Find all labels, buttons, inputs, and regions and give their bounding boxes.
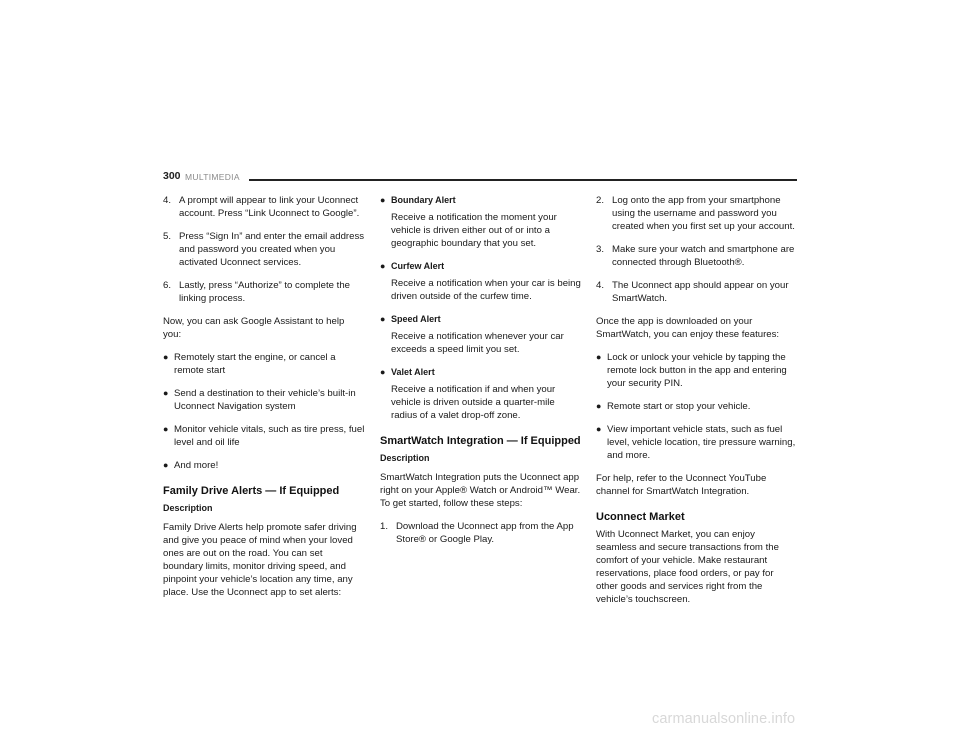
step-5 — [163, 230, 365, 269]
list-item — [596, 423, 798, 462]
list-item — [163, 423, 365, 449]
alert-title-text: Valet Alert — [391, 367, 435, 377]
bullet-icon: ● — [596, 424, 602, 434]
step-text: A prompt will appear to link your Uconnect account. Press “Link Uconnect to Google”. — [179, 195, 360, 219]
bullet-icon: ● — [380, 261, 386, 271]
bullet-icon: ● — [163, 460, 169, 470]
step-1 — [380, 520, 582, 546]
step-3 — [596, 243, 798, 269]
alert-title — [380, 366, 582, 379]
step-number: 3. — [596, 244, 605, 255]
alert-title-text: Speed Alert — [391, 314, 441, 324]
step-number: 5. — [163, 231, 172, 242]
list-item-text: View important vehicle stats, such as fuel level, vehicle location, tire pressure warning, and more. — [607, 424, 796, 461]
bullet-icon: ● — [596, 352, 602, 362]
list-item — [163, 459, 365, 472]
step-number: 6. — [163, 280, 172, 291]
alert-description: Receive a notification if and when your vehicle is driven outside a quarter-mile radius of a valet drop-off zone. — [391, 384, 556, 421]
alert-title-text: Boundary Alert — [391, 195, 456, 205]
column-3 — [596, 194, 798, 616]
list-item-text: And more! — [174, 460, 219, 471]
alert-description: Receive a notification when your car is being driven outside of the curfew time. — [391, 278, 581, 302]
step-number: 4. — [596, 280, 605, 291]
step-text: Download the Uconnect app from the App Store® or Google Play. — [396, 521, 574, 545]
list-item — [163, 351, 365, 377]
section-heading: SmartWatch Integration — If Equipped — [380, 435, 581, 447]
alert-description: Receive a notification the moment your vehicle is driven either out of or into a geographic boundary that you set. — [391, 212, 557, 249]
page-header — [163, 170, 797, 184]
alert-title — [380, 313, 582, 326]
bullet-icon: ● — [163, 424, 169, 434]
page-number: 300 — [163, 170, 181, 182]
bullet-icon: ● — [380, 314, 386, 324]
body-paragraph: With Uconnect Market, you can enjoy seamless and secure transactions from the comfort of your vehicle. Make restaurant reservations, place food orders, or pay for other goods and services right from the vehicle’s touchscreen. — [596, 529, 779, 605]
bullet-icon: ● — [380, 195, 386, 205]
subheading: Description — [380, 453, 430, 463]
bullet-icon: ● — [163, 388, 169, 398]
body-paragraph: SmartWatch Integration puts the Uconnect app right on your Apple® Watch or Android™ Wear. To get started, follow these steps: — [380, 472, 581, 509]
google-assistant-intro: Now, you can ask Google Assistant to help you: — [163, 316, 345, 340]
list-item-text: Remotely start the engine, or cancel a remote start — [174, 352, 336, 376]
list-item-text: Send a destination to their vehicle’s built-in Uconnect Navigation system — [174, 388, 356, 412]
step-text: Log onto the app from your smartphone using the username and password you created when you first set up your account. — [612, 195, 795, 232]
list-item-text: Remote start or stop your vehicle. — [607, 401, 751, 412]
step-text: Lastly, press “Authorize” to complete the linking process. — [179, 280, 350, 304]
body-paragraph: Family Drive Alerts help promote safer driving and give you peace of mind when your loved ones are out on the road. You can set boundary limits, monitor driving speed, and pinpoint your vehicle’s location any time, any place. Use the Uconnect app to set alerts: — [163, 522, 357, 598]
step-number: 1. — [380, 521, 389, 532]
step-2 — [596, 194, 798, 233]
alert-description: Receive a notification whenever your car exceeds a speed limit you set. — [391, 331, 564, 355]
step-number: 2. — [596, 195, 605, 206]
list-item — [596, 400, 798, 413]
alert-title-text: Curfew Alert — [391, 261, 445, 271]
step-4 — [163, 194, 365, 220]
list-item-text: Lock or unlock your vehicle by tapping the remote lock button in the app and entering your security PIN. — [607, 352, 787, 389]
alert-title — [380, 194, 582, 207]
bullet-icon: ● — [596, 401, 602, 411]
help-paragraph: For help, refer to the Uconnect YouTube channel for SmartWatch Integration. — [596, 473, 767, 497]
section-heading: Uconnect Market — [596, 511, 685, 523]
header-rule — [249, 179, 797, 181]
alert-title — [380, 260, 582, 273]
subheading: Description — [163, 503, 213, 513]
list-item — [596, 351, 798, 390]
features-intro: Once the app is downloaded on your SmartWatch, you can enjoy these features: — [596, 316, 780, 340]
step-text: Press “Sign In” and enter the email address and password you created when you activated Uconnect services. — [179, 231, 365, 268]
column-2 — [380, 194, 582, 556]
list-item-text: Monitor vehicle vitals, such as tire press, fuel level and oil life — [174, 424, 365, 448]
bullet-icon: ● — [163, 352, 169, 362]
list-item — [163, 387, 365, 413]
step-text: Make sure your watch and smartphone are connected through Bluetooth®. — [612, 244, 795, 268]
bullet-icon: ● — [380, 367, 386, 377]
watermark-text: carmanualsonline.info — [652, 711, 796, 727]
step-4 — [596, 279, 798, 305]
step-number: 4. — [163, 195, 172, 206]
section-heading: Family Drive Alerts — If Equipped — [163, 485, 340, 497]
step-6 — [163, 279, 365, 305]
step-text: The Uconnect app should appear on your SmartWatch. — [612, 280, 789, 304]
column-1 — [163, 194, 365, 609]
section-title: MULTIMEDIA — [185, 172, 240, 182]
